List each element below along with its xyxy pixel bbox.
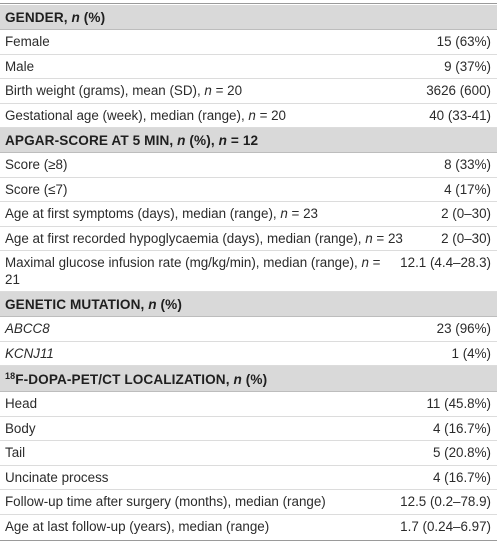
row-label: ABCC8 (5, 321, 50, 336)
row-label-group (5, 255, 400, 288)
table-bottom-rule (0, 540, 497, 541)
header-n: n (177, 133, 186, 148)
table-row (0, 104, 497, 129)
table-row (0, 392, 497, 417)
table-row (0, 79, 497, 104)
header-text: GENETIC MUTATION, (5, 297, 149, 312)
row-label: Female (5, 34, 50, 49)
row-label: Age at last follow-up (years), median (range) (5, 518, 270, 534)
row-value: 1.7 (0.24–6.97) (400, 518, 491, 534)
row-value: 12.1 (4.4–28.3) (400, 255, 491, 270)
row-label: Head (5, 396, 38, 411)
section-header-apgar (0, 128, 497, 153)
row-value: 23 (96%) (436, 321, 491, 336)
row-label: Body (5, 420, 36, 436)
row-value: 5 (20.8%) (432, 445, 491, 460)
header-text: F-DOPA-PET/CT LOCALIZATION, (15, 372, 234, 387)
section-header-localization (0, 366, 497, 392)
row-label: Score (≤7) (5, 181, 68, 197)
row-label-n: n (361, 255, 369, 270)
row-label: Male (5, 58, 35, 74)
row-value: 4 (17%) (444, 181, 491, 197)
header-superscript: 18 (5, 371, 16, 381)
header-n: n (148, 297, 157, 312)
row-label: Uncinate process (5, 469, 109, 485)
row-label: Age at first symptoms (days), median (range), (5, 206, 281, 221)
row-label-group (5, 231, 441, 248)
table-row (0, 178, 497, 203)
row-label: Tail (5, 445, 26, 460)
table-row (0, 490, 497, 515)
section-header-genetic-mutation (0, 292, 497, 317)
header-text: APGAR-SCORE AT 5 MIN, (5, 133, 178, 148)
header-text: GENDER, (5, 10, 72, 25)
row-label-n: n (204, 83, 212, 98)
header-n: n (233, 372, 242, 387)
row-value: 40 (33-41) (429, 107, 491, 123)
table-row (0, 515, 497, 539)
row-value: 2 (0–30) (441, 230, 491, 246)
row-value: 4 (16.7%) (432, 469, 491, 485)
row-label-post: = 20 (255, 107, 286, 123)
row-label-n: n (280, 206, 288, 221)
row-label-group (5, 108, 429, 125)
section-header-gender (0, 5, 497, 30)
table-row (0, 227, 497, 252)
row-label: Gestational age (week), median (range), (5, 107, 249, 123)
row-value: 11 (45.8%) (426, 396, 491, 411)
header-text-post2: = 12 (227, 133, 259, 148)
row-label-group (5, 206, 441, 223)
row-label-post: = 23 (287, 206, 318, 221)
row-value: 1 (4%) (451, 345, 491, 361)
row-value: 15 (63%) (436, 34, 491, 49)
row-label: Score (≥8) (5, 157, 68, 172)
row-label-post: = 20 (211, 83, 243, 98)
row-label-post: = 23 (372, 230, 403, 246)
table-row (0, 342, 497, 367)
table-row (0, 55, 497, 80)
row-value: 9 (37%) (444, 58, 491, 74)
header-text-post: (%) (79, 10, 106, 25)
table-row (0, 153, 497, 178)
table-row (0, 466, 497, 491)
row-label-n: n (365, 230, 373, 246)
row-label-post: = 21 (5, 255, 381, 287)
table-row (0, 417, 497, 442)
row-label: Age at first recorded hypoglycaemia (days), median (range), (5, 230, 366, 246)
table-row (0, 202, 497, 227)
row-label-group (5, 83, 426, 100)
row-value: 12.5 (0.2–78.9) (400, 494, 491, 509)
table-row (0, 441, 497, 466)
table-top-rule (0, 3, 497, 4)
row-value: 3626 (600) (426, 83, 491, 98)
header-n: n (71, 10, 80, 25)
row-value: 2 (0–30) (441, 206, 491, 221)
header-text-post: (%), (185, 133, 219, 148)
row-label: Follow-up time after surgery (months), median (range) (5, 494, 326, 509)
row-label-n: n (248, 107, 256, 123)
header-text-post: (%) (241, 372, 268, 387)
header-n2: n (218, 133, 228, 148)
table-row (0, 251, 497, 292)
row-label: KCNJ11 (5, 345, 54, 361)
row-value: 8 (33%) (444, 157, 491, 172)
row-label: Birth weight (grams), mean (SD), (5, 83, 205, 98)
row-value: 4 (16.7%) (432, 420, 491, 436)
table-row (0, 30, 497, 55)
header-text-post: (%) (156, 297, 182, 312)
row-label: Maximal glucose infusion rate (mg/kg/min), median (range), (5, 255, 362, 270)
table-row (0, 317, 497, 342)
